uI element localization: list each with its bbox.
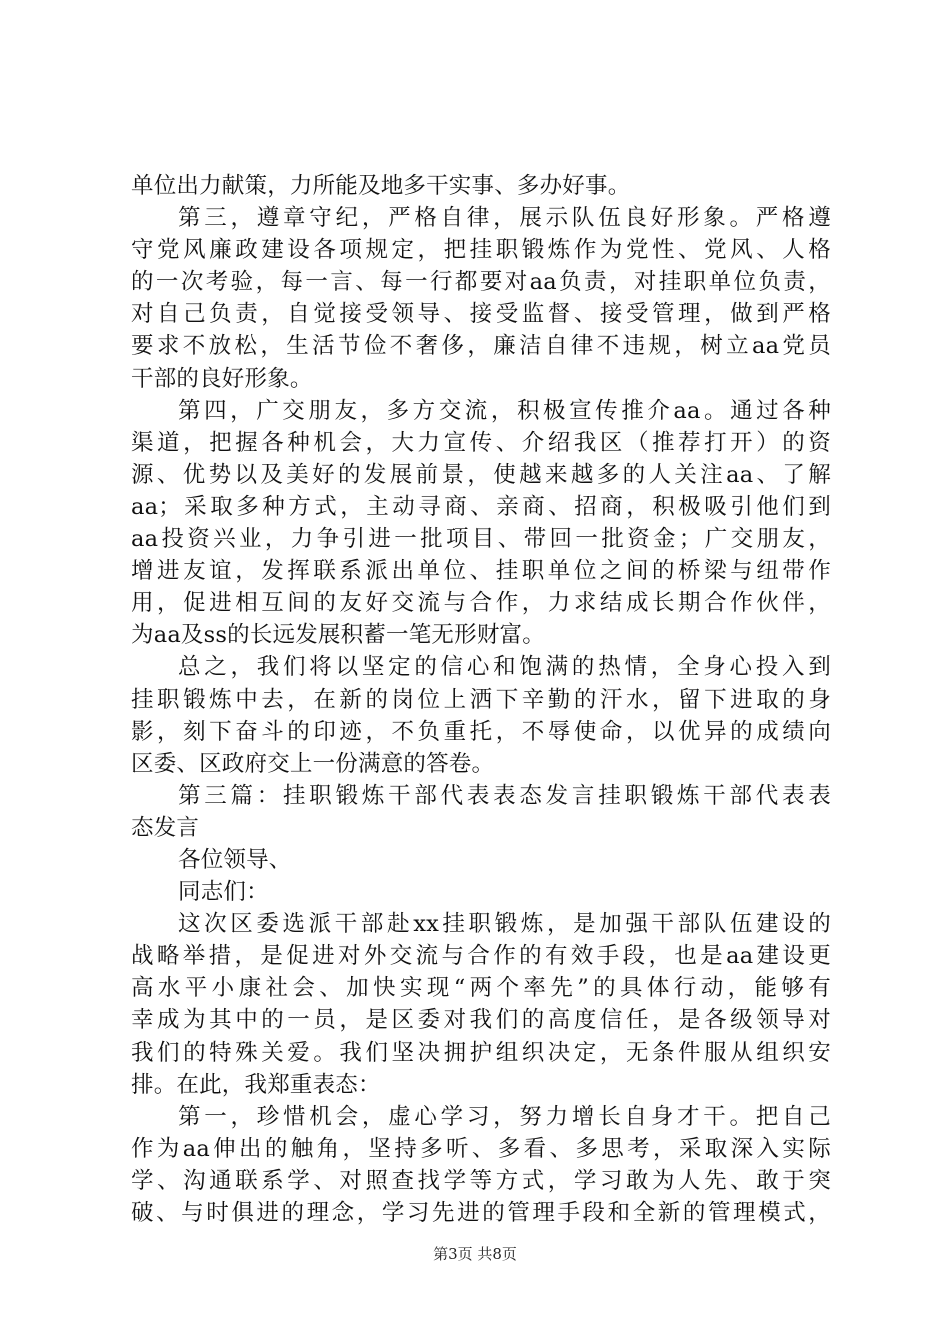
text-line: 同志们： (178, 879, 269, 906)
text-line: 第四，广交朋友，多方交流，积极宣传推介aa。通过各种 (178, 397, 831, 424)
text-line: 排。在此，我郑重表态： (131, 1071, 381, 1098)
text-line: 的一次考验，每一言、每一行都要对aa负责，对挂职单位负责， (131, 269, 831, 296)
text-line: 学、沟通联系学、对照查找学等方式，学习敢为人先、敢于突 (131, 1167, 831, 1194)
text-line: 这次区委选派干部赴xx挂职锻炼，是加强干部队伍建设的 (178, 911, 831, 938)
text-line: aa投资兴业，力争引进一批项目、带回一批资金；广交朋友， (131, 526, 831, 553)
text-line: 第三，遵章守纪，严格自律，展示队伍良好形象。严格遵 (178, 205, 831, 232)
text-line: 我们的特殊关爱。我们坚决拥护组织决定，无条件服从组织安 (131, 1039, 831, 1066)
text-line: 为aa及ss的长远发展积蓄一笔无形财富。 (131, 622, 545, 649)
text-line: 态发言 (131, 814, 200, 841)
text-line: 各位领导、 (178, 846, 292, 873)
text-line: 渠道，把握各种机会，大力宣传、介绍我区（推荐打开）的资 (131, 429, 831, 456)
text-line: 破、与时俱进的理念，学习先进的管理手段和全新的管理模式， (131, 1200, 831, 1226)
text-line: 高水平小康社会、加快实现“两个率先”的具体行动，能够有 (131, 975, 831, 1002)
text-line: 要求不放松，生活节俭不奢侈，廉洁自律不违规，树立aa党员 (131, 333, 831, 360)
text-line: 幸成为其中的一员，是区委对我们的高度信任，是各级领导对 (131, 1007, 831, 1034)
document-body (131, 170, 831, 1229)
text-line: 总之，我们将以坚定的信心和饱满的热情，全身心投入到 (178, 654, 831, 681)
text-line: 单位出力献策，力所能及地多干实事、多办好事。 (131, 173, 631, 199)
text-line: 增进友谊，发挥联系派出单位、挂职单位之间的桥梁与纽带作 (131, 558, 831, 585)
text-line: 区委、区政府交上一份满意的答卷。 (131, 750, 495, 777)
text-line: 挂职锻炼中去，在新的岗位上洒下辛勤的汗水，留下进取的身 (131, 686, 831, 713)
text-line: 作为aa伸出的触角，坚持多听、多看、多思考，采取深入实际 (131, 1135, 831, 1162)
text-line: 干部的良好形象。 (131, 365, 313, 392)
page-footer: 第3页 共8页 (433, 1245, 517, 1263)
text-line: 源、优势以及美好的发展前景，使越来越多的人关注aa、了解 (131, 461, 831, 488)
text-line: aa；采取多种方式，主动寻商、亲商、招商，积极吸引他们到 (131, 493, 831, 520)
text-line: 第一，珍惜机会，虚心学习，努力增长自身才干。把自己 (178, 1103, 831, 1130)
text-line: 守党风廉政建设各项规定，把挂职锻炼作为党性、党风、人格 (131, 237, 831, 264)
text-line: 用，促进相互间的友好交流与合作，力求结成长期合作伙伴， (131, 590, 831, 617)
text-line: 第三篇：挂职锻炼干部代表表态发言挂职锻炼干部代表表 (178, 782, 831, 809)
text-line: 战略举措，是促进对外交流与合作的有效手段，也是aa建设更 (131, 943, 831, 970)
text-line: 对自己负责，自觉接受领导、接受监督、接受管理，做到严格 (131, 301, 831, 328)
text-line: 影，刻下奋斗的印迹，不负重托，不辱使命，以优异的成绩向 (131, 718, 831, 745)
